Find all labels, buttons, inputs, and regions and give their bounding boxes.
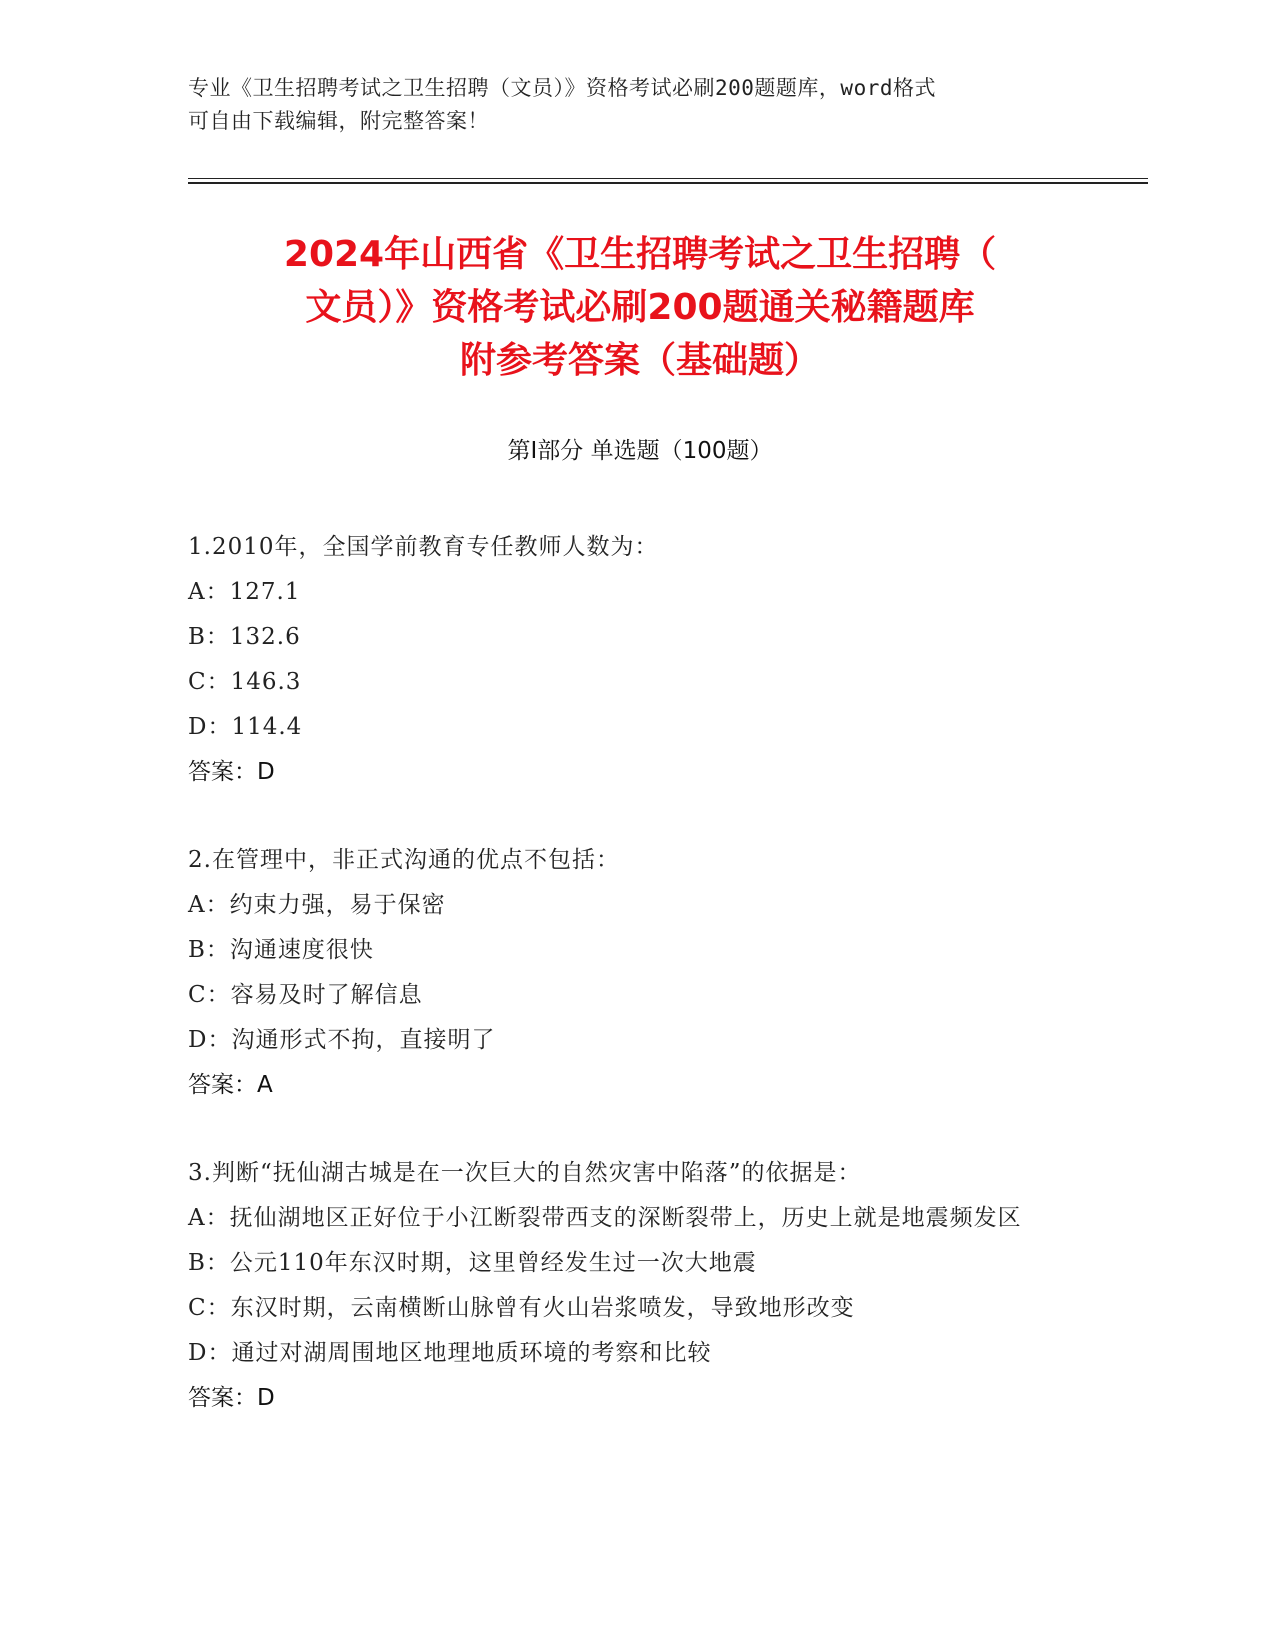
option-c: C：146.3	[188, 669, 302, 695]
option-c: C：东汉时期，云南横断山脉曾有火山岩浆喷发，导致地形改变	[188, 1295, 855, 1321]
option-a: A：抚仙湖地区正好位于小江断裂带西支的深断裂带上，历史上就是地震频发区	[188, 1205, 1022, 1231]
answer: 答案：D	[188, 1385, 275, 1411]
header-note	[188, 72, 1088, 138]
answer: 答案：A	[188, 1072, 273, 1098]
option-a: A：127.1	[188, 579, 301, 605]
header-note-line-2: 可自由下载编辑，附完整答案！	[188, 109, 489, 133]
question-2	[188, 838, 1088, 1108]
section-title: 第Ⅰ部分 单选题（100题）	[507, 438, 773, 464]
option-d: D：沟通形式不拘，直接明了	[188, 1027, 496, 1053]
document-title-line-3: 附参考答案（基础题）	[459, 340, 820, 381]
option-d: D：114.4	[188, 714, 303, 740]
question-stem: 3.判断“抚仙湖古城是在一次巨大的自然灾害中陷落”的依据是：	[188, 1160, 862, 1186]
header-divider-thin	[188, 178, 1148, 179]
question-stem: 1.2010年，全国学前教育专任教师人数为：	[188, 534, 659, 560]
question-list	[188, 525, 1088, 1464]
option-a: A：约束力强，易于保密	[188, 892, 446, 918]
question-1	[188, 525, 1088, 795]
option-b: B：沟通速度很快	[188, 937, 374, 963]
question-stem: 2.在管理中，非正式沟通的优点不包括：	[188, 847, 620, 873]
option-b: B：公元110年东汉时期，这里曾经发生过一次大地震	[188, 1250, 757, 1276]
document-title	[188, 228, 1092, 387]
option-b: B：132.6	[188, 624, 301, 650]
header-divider-thick	[188, 182, 1148, 184]
document-title-line-1: 2024年山西省《卫生招聘考试之卫生招聘（	[283, 234, 997, 275]
document-title-line-2: 文员）》资格考试必刷200题通关秘籍题库	[305, 287, 975, 328]
question-3	[188, 1151, 1088, 1421]
header-note-line-1: 专业《卫生招聘考试之卫生招聘（文员）》资格考试必刷200题题库，word格式	[188, 76, 936, 100]
option-c: C：容易及时了解信息	[188, 982, 423, 1008]
answer: 答案：D	[188, 759, 275, 785]
option-d: D：通过对湖周围地区地理地质环境的考察和比较	[188, 1340, 712, 1366]
